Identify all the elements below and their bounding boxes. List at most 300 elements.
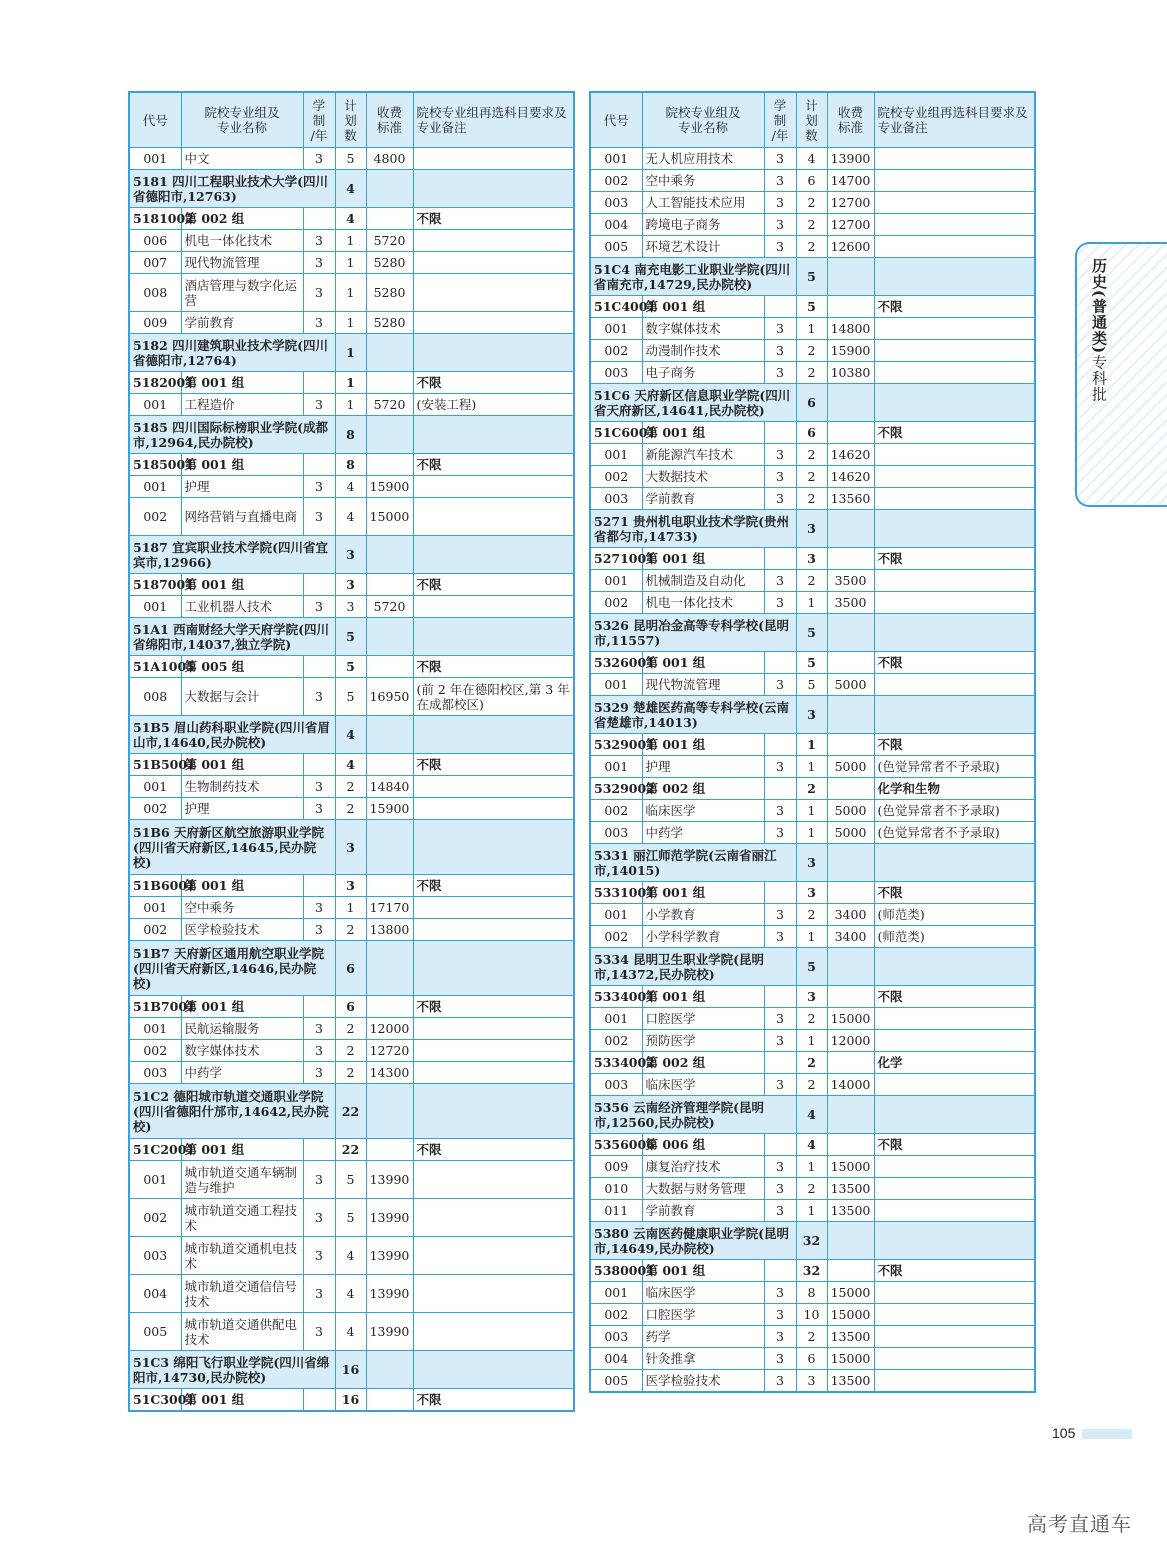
major-name: 现代物流管理 [181, 252, 303, 274]
major-row [590, 1030, 1035, 1052]
fee: 13560 [827, 488, 874, 510]
major-code: 001 [590, 1008, 642, 1030]
plan-count: 2 [796, 778, 827, 800]
plan-count: 2 [796, 1008, 827, 1030]
remark-cell [413, 416, 574, 454]
remark [413, 230, 574, 252]
plan-count: 3 [335, 536, 366, 574]
plan-count: 1 [335, 334, 366, 372]
group-code: 5329001 [590, 734, 642, 756]
major-code: 001 [129, 476, 181, 498]
major-code: 008 [129, 678, 181, 716]
years: 3 [764, 1326, 796, 1348]
header-code: 代号 [590, 92, 642, 148]
years: 3 [303, 1062, 335, 1084]
group-row [590, 422, 1035, 444]
plan-count: 3 [796, 1370, 827, 1393]
header-fee: 收费 标准 [827, 92, 874, 148]
plan-count: 3 [335, 820, 366, 875]
years-cell [303, 656, 335, 678]
major-row [129, 1199, 574, 1237]
major-row [590, 1178, 1035, 1200]
plan-count: 6 [796, 170, 827, 192]
remark [874, 466, 1035, 488]
major-row [129, 1313, 574, 1351]
plan-count: 16 [335, 1389, 366, 1412]
group-code: 5326001 [590, 652, 642, 674]
group-row [590, 652, 1035, 674]
remark-cell [413, 536, 574, 574]
group-code: 51A1005 [129, 656, 181, 678]
fee: 15000 [827, 1282, 874, 1304]
years: 3 [303, 312, 335, 334]
major-row [129, 394, 574, 416]
fee: 15900 [827, 340, 874, 362]
group-code: 5185001 [129, 454, 181, 476]
major-name: 医学检验技术 [181, 919, 303, 941]
remark-cell [413, 618, 574, 656]
major-row [590, 214, 1035, 236]
table-body-left [129, 148, 574, 1412]
plan-count: 1 [796, 1200, 827, 1222]
group-row [129, 996, 574, 1018]
school-name: 51B5 眉山药科职业学院(四川省眉山市,14640,民办院校) [129, 716, 335, 754]
major-row [129, 312, 574, 334]
plan-count: 1 [796, 734, 827, 756]
group-code: 5271001 [590, 548, 642, 570]
major-name: 学前教育 [642, 488, 764, 510]
major-name: 酒店管理与数字化运营 [181, 274, 303, 312]
school-name: 51C2 德阳城市轨道交通职业学院(四川省德阳什邡市,14642,民办院校) [129, 1084, 335, 1139]
major-name: 中药学 [642, 822, 764, 844]
plan-count: 1 [335, 394, 366, 416]
major-code: 001 [129, 1018, 181, 1040]
fee-cell [827, 882, 874, 904]
major-row [129, 1161, 574, 1199]
major-row [129, 148, 574, 170]
remark-cell [874, 1096, 1035, 1134]
remark-cell [874, 510, 1035, 548]
table-header [129, 92, 574, 148]
fee-cell [827, 778, 874, 800]
header-code: 代号 [129, 92, 181, 148]
fee-cell [366, 1139, 413, 1161]
remark-cell [413, 820, 574, 875]
plan-count: 2 [796, 192, 827, 214]
fee: 13500 [827, 1200, 874, 1222]
major-name: 大数据与会计 [181, 678, 303, 716]
years-cell [303, 996, 335, 1018]
remark [874, 570, 1035, 592]
plan-count: 32 [796, 1222, 827, 1260]
group-code: 51C3001 [129, 1389, 181, 1412]
years-cell [764, 1052, 796, 1074]
plan-count: 2 [796, 1052, 827, 1074]
major-row [129, 274, 574, 312]
major-code: 002 [129, 1199, 181, 1237]
major-name: 预防医学 [642, 1030, 764, 1052]
plan-count: 5 [335, 148, 366, 170]
fee: 3400 [827, 904, 874, 926]
plan-count: 4 [335, 1237, 366, 1275]
plan-count: 1 [335, 312, 366, 334]
fee: 12600 [827, 236, 874, 258]
school-row [129, 1351, 574, 1389]
major-name: 护理 [181, 476, 303, 498]
remark [874, 1178, 1035, 1200]
major-code: 001 [590, 570, 642, 592]
major-code: 003 [590, 192, 642, 214]
major-code: 001 [129, 897, 181, 919]
school-name: 51B6 天府新区航空旅游职业学院(四川省天府新区,14645,民办院校) [129, 820, 335, 875]
remark [874, 1326, 1035, 1348]
subject-requirement: 不限 [874, 548, 1035, 570]
major-row [590, 592, 1035, 614]
plan-count: 1 [796, 592, 827, 614]
fee-cell [366, 372, 413, 394]
remark-cell [874, 696, 1035, 734]
group-code: 51B6001 [129, 875, 181, 897]
remark [413, 274, 574, 312]
remark-cell [413, 716, 574, 754]
remark [413, 498, 574, 536]
group-name: 第 001 组 [181, 875, 303, 897]
remark-cell [874, 1222, 1035, 1260]
fee: 12000 [366, 1018, 413, 1040]
group-row [129, 454, 574, 476]
years: 3 [764, 904, 796, 926]
plan-count: 2 [796, 466, 827, 488]
subject-requirement: 化学和生物 [874, 778, 1035, 800]
plan-count: 1 [796, 822, 827, 844]
remark [874, 444, 1035, 466]
major-row [590, 1348, 1035, 1370]
school-name: 51C6 天府新区信息职业学院(四川省天府新区,14641,民办院校) [590, 384, 796, 422]
subject-requirement: 化学 [874, 1052, 1035, 1074]
years: 3 [303, 274, 335, 312]
years-cell [764, 652, 796, 674]
school-row [129, 820, 574, 875]
fee-cell [827, 1222, 874, 1260]
group-name: 第 001 组 [181, 454, 303, 476]
subject-requirement: 不限 [874, 882, 1035, 904]
header-years: 学 制 /年 [303, 92, 335, 148]
years: 3 [764, 1178, 796, 1200]
school-name: 5271 贵州机电职业技术学院(贵州省都匀市,14733) [590, 510, 796, 548]
group-row [129, 754, 574, 776]
major-row [129, 498, 574, 536]
fee-cell [366, 941, 413, 996]
plan-count: 2 [335, 1062, 366, 1084]
group-row [590, 882, 1035, 904]
major-code: 001 [129, 596, 181, 618]
major-code: 006 [129, 230, 181, 252]
years-cell [303, 1389, 335, 1412]
plan-count: 2 [796, 362, 827, 384]
plan-count: 2 [335, 1040, 366, 1062]
major-name: 学前教育 [642, 1200, 764, 1222]
school-row [129, 1084, 574, 1139]
major-code: 002 [590, 800, 642, 822]
school-name: 51C3 绵阳飞行职业学院(四川省绵阳市,14730,民办院校) [129, 1351, 335, 1389]
major-code: 008 [129, 274, 181, 312]
major-row [590, 170, 1035, 192]
major-row [590, 756, 1035, 778]
fee-cell [366, 1351, 413, 1389]
plan-count: 6 [796, 422, 827, 444]
years-cell [303, 875, 335, 897]
fee-cell [827, 986, 874, 1008]
years: 3 [764, 488, 796, 510]
fee-cell [366, 618, 413, 656]
fee-cell [366, 416, 413, 454]
plan-count: 1 [796, 1030, 827, 1052]
fee-cell [827, 734, 874, 756]
fee: 14620 [827, 466, 874, 488]
years: 3 [764, 148, 796, 170]
group-code: 51C4001 [590, 296, 642, 318]
school-row [590, 258, 1035, 296]
plan-count: 4 [335, 208, 366, 230]
major-code: 002 [590, 170, 642, 192]
group-code: 5356006 [590, 1134, 642, 1156]
fee-cell [827, 510, 874, 548]
fee: 5720 [366, 596, 413, 618]
major-row [590, 236, 1035, 258]
years: 3 [764, 236, 796, 258]
major-code: 001 [129, 148, 181, 170]
school-row [129, 536, 574, 574]
remark [874, 1304, 1035, 1326]
group-row [590, 296, 1035, 318]
major-name: 医学检验技术 [642, 1370, 764, 1393]
fee: 14840 [366, 776, 413, 798]
fee-cell [827, 1052, 874, 1074]
school-name: 5380 云南医药健康职业学院(昆明市,14649,民办院校) [590, 1222, 796, 1260]
group-name: 第 001 组 [642, 882, 764, 904]
major-code: 002 [590, 466, 642, 488]
major-code: 007 [129, 252, 181, 274]
remark [874, 362, 1035, 384]
years: 3 [764, 592, 796, 614]
remark [413, 1237, 574, 1275]
fee-cell [366, 574, 413, 596]
major-code: 001 [590, 756, 642, 778]
table-header [590, 92, 1035, 148]
years: 3 [764, 674, 796, 696]
major-code: 003 [590, 822, 642, 844]
major-name: 机械制造及自动化 [642, 570, 764, 592]
group-code: 5334002 [590, 1052, 642, 1074]
remark [413, 252, 574, 274]
group-name: 第 001 组 [642, 734, 764, 756]
fee: 12700 [827, 214, 874, 236]
major-name: 机电一体化技术 [181, 230, 303, 252]
remark [413, 1040, 574, 1062]
plan-count: 3 [335, 596, 366, 618]
major-code: 009 [129, 312, 181, 334]
group-code: 5182001 [129, 372, 181, 394]
subject-requirement: 不限 [874, 1134, 1035, 1156]
plan-count: 2 [796, 1326, 827, 1348]
subject-requirement: 不限 [874, 734, 1035, 756]
remark [874, 1074, 1035, 1096]
group-name: 第 001 组 [642, 986, 764, 1008]
subject-requirement: 不限 [874, 1260, 1035, 1282]
major-row [590, 926, 1035, 948]
group-row [590, 548, 1035, 570]
major-row [590, 444, 1035, 466]
major-row [590, 1156, 1035, 1178]
remark [874, 148, 1035, 170]
plan-count: 3 [796, 510, 827, 548]
years: 3 [303, 230, 335, 252]
remark: (安装工程) [413, 394, 574, 416]
plan-count: 5 [796, 614, 827, 652]
major-code: 011 [590, 1200, 642, 1222]
remark-cell [874, 844, 1035, 882]
remark: (师范类) [874, 904, 1035, 926]
remark [413, 897, 574, 919]
major-row [129, 776, 574, 798]
fee: 5720 [366, 230, 413, 252]
fee: 12000 [827, 1030, 874, 1052]
plan-count: 1 [335, 897, 366, 919]
plan-count: 4 [335, 476, 366, 498]
years: 3 [303, 1275, 335, 1313]
major-name: 无人机应用技术 [642, 148, 764, 170]
plan-count: 2 [796, 488, 827, 510]
subject-requirement: 不限 [413, 1139, 574, 1161]
remark [874, 340, 1035, 362]
school-name: 5187 宜宾职业技术学院(四川省宜宾市,12966) [129, 536, 335, 574]
remark [874, 1156, 1035, 1178]
fee-cell [366, 996, 413, 1018]
fee: 15900 [366, 798, 413, 820]
subject-requirement: 不限 [413, 996, 574, 1018]
group-name: 第 001 组 [181, 1389, 303, 1412]
remark [413, 312, 574, 334]
subject-requirement: 不限 [413, 454, 574, 476]
remark [874, 1030, 1035, 1052]
subject-requirement: 不限 [413, 574, 574, 596]
fee-cell [827, 548, 874, 570]
remark-cell [413, 334, 574, 372]
group-name: 第 002 组 [642, 1052, 764, 1074]
major-code: 002 [129, 919, 181, 941]
major-name: 口腔医学 [642, 1008, 764, 1030]
years-cell [303, 1139, 335, 1161]
years-cell [764, 986, 796, 1008]
major-row [129, 897, 574, 919]
group-name: 第 002 组 [181, 208, 303, 230]
plan-count: 4 [335, 716, 366, 754]
group-code: 5380001 [590, 1260, 642, 1282]
major-name: 数字媒体技术 [642, 318, 764, 340]
major-name: 城市轨道交通工程技术 [181, 1199, 303, 1237]
plan-count: 1 [335, 372, 366, 394]
major-code: 002 [590, 592, 642, 614]
major-row [129, 919, 574, 941]
major-name: 城市轨道交通机电技术 [181, 1237, 303, 1275]
years: 3 [764, 466, 796, 488]
major-name: 空中乘务 [181, 897, 303, 919]
major-name: 护理 [181, 798, 303, 820]
school-name: 51C4 南充电影工业职业学院(四川省南充市,14729,民办院校) [590, 258, 796, 296]
years-cell [764, 1134, 796, 1156]
subject-requirement: 不限 [874, 986, 1035, 1008]
major-code: 001 [129, 1161, 181, 1199]
years: 3 [764, 1030, 796, 1052]
major-code: 003 [129, 1237, 181, 1275]
major-row [590, 1370, 1035, 1393]
remark: (色觉异常者不予录取) [874, 800, 1035, 822]
major-row [590, 1282, 1035, 1304]
school-row [129, 618, 574, 656]
header-plan: 计 划 数 [796, 92, 827, 148]
group-name: 第 001 组 [642, 296, 764, 318]
years: 3 [303, 476, 335, 498]
major-code: 002 [590, 1304, 642, 1326]
years: 3 [303, 1313, 335, 1351]
fee: 5280 [366, 274, 413, 312]
remark [874, 488, 1035, 510]
years-cell [303, 454, 335, 476]
school-row [129, 716, 574, 754]
plan-count: 3 [335, 875, 366, 897]
fee: 13990 [366, 1199, 413, 1237]
remark [874, 192, 1035, 214]
major-row [129, 596, 574, 618]
fee: 10380 [827, 362, 874, 384]
major-row [590, 466, 1035, 488]
years: 3 [303, 148, 335, 170]
group-row [129, 1389, 574, 1412]
remark [874, 318, 1035, 340]
fee: 15000 [827, 1304, 874, 1326]
remark [413, 776, 574, 798]
years-cell [764, 296, 796, 318]
header-plan: 计 划 数 [335, 92, 366, 148]
years: 3 [303, 897, 335, 919]
admission-table-left [128, 91, 575, 1412]
subject-requirement: 不限 [413, 754, 574, 776]
fee-cell [366, 334, 413, 372]
section-side-label [1086, 258, 1110, 402]
plan-count: 2 [796, 214, 827, 236]
years: 3 [764, 822, 796, 844]
major-code: 001 [129, 776, 181, 798]
remark: (色觉异常者不予录取) [874, 756, 1035, 778]
fee: 13990 [366, 1237, 413, 1275]
years: 3 [764, 1370, 796, 1393]
plan-count: 5 [335, 678, 366, 716]
years: 3 [764, 444, 796, 466]
plan-count: 1 [796, 756, 827, 778]
major-name: 大数据与财务管理 [642, 1178, 764, 1200]
remark [413, 1018, 574, 1040]
plan-count: 8 [335, 416, 366, 454]
years-cell [764, 734, 796, 756]
major-code: 010 [590, 1178, 642, 1200]
fee: 15000 [366, 498, 413, 536]
major-name: 针灸推拿 [642, 1348, 764, 1370]
side-tab-normal: 专科批 [1090, 354, 1108, 403]
group-name: 第 001 组 [181, 1139, 303, 1161]
remark [874, 1370, 1035, 1393]
group-code: 5334001 [590, 986, 642, 1008]
major-row [590, 904, 1035, 926]
